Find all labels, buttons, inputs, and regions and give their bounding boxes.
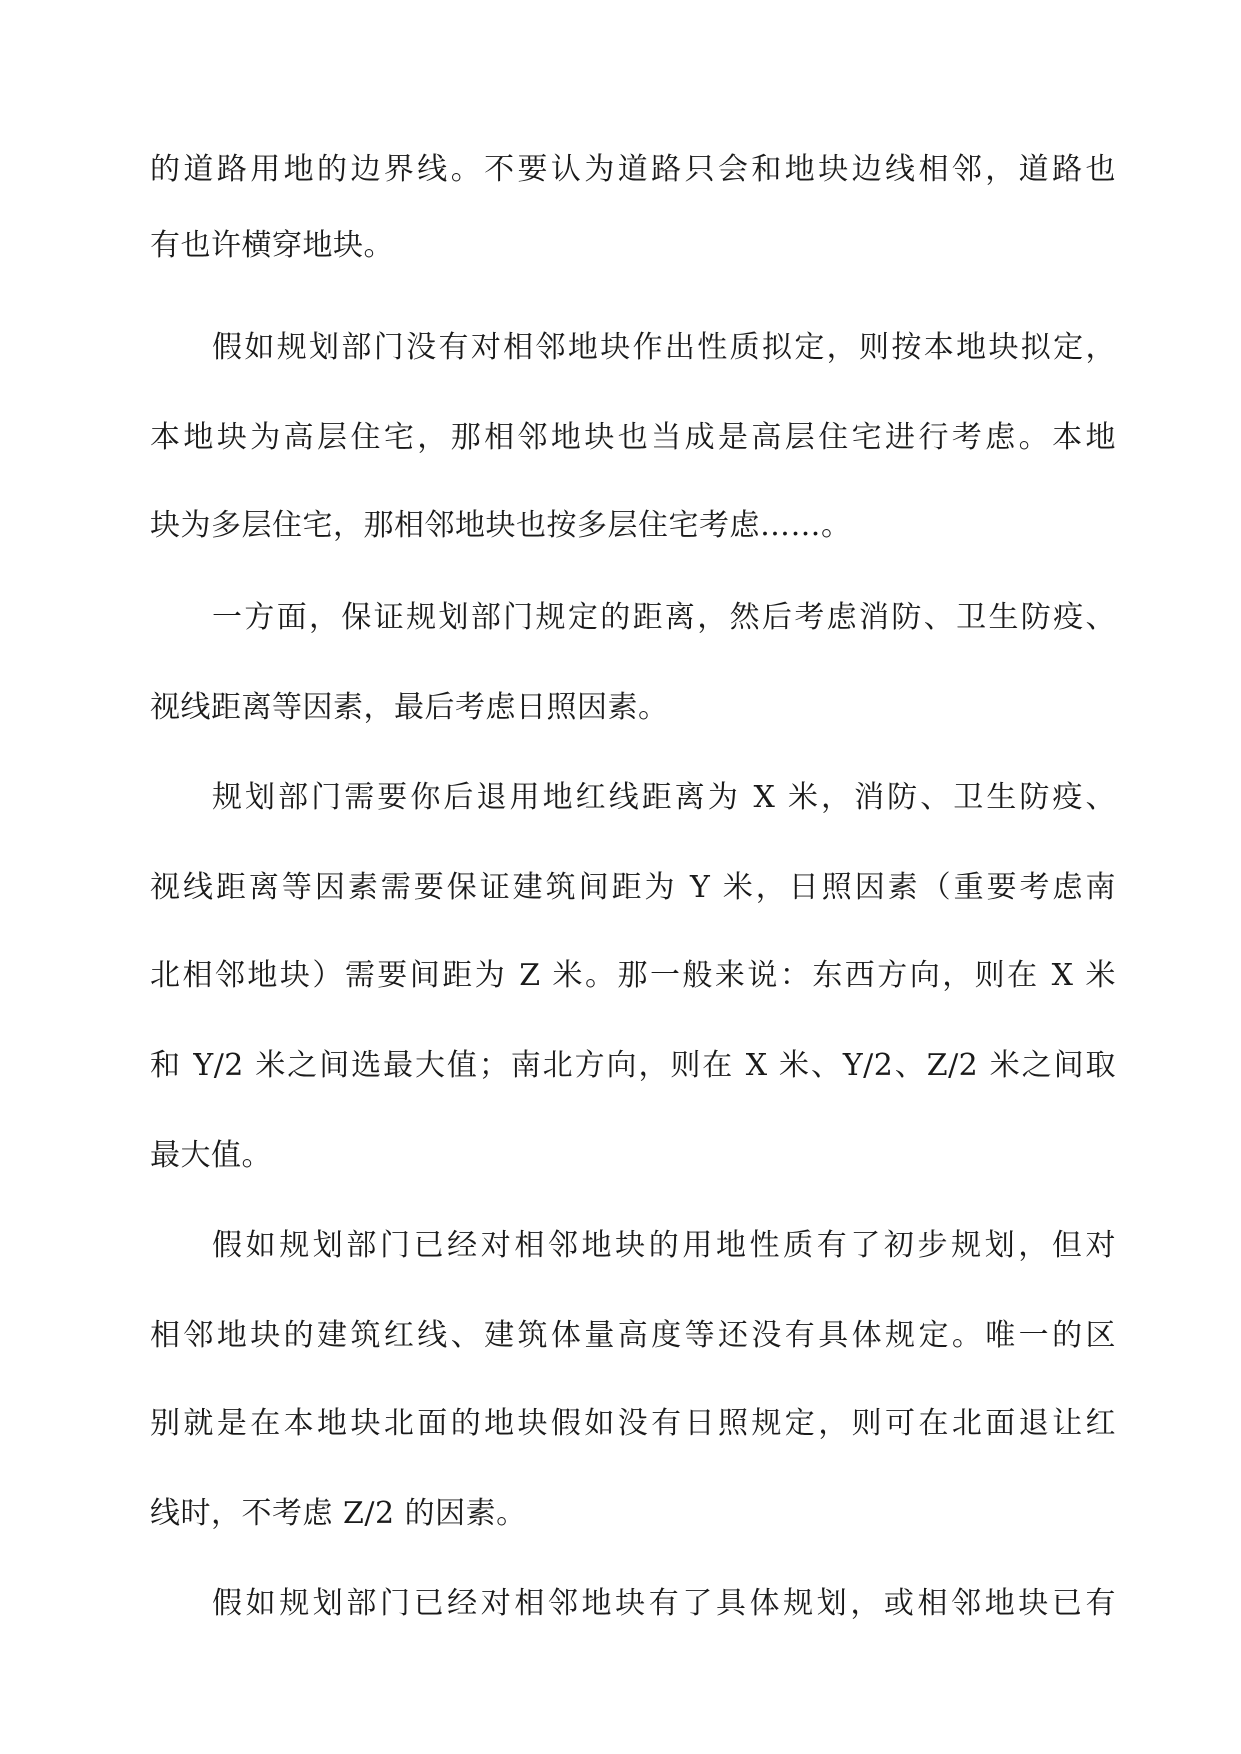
text-line: 一方面，保证规划部门规定的距离，然后考虑消防、卫生防疫、: [212, 600, 1116, 635]
text-line: 假如规划部门已经对相邻地块的用地性质有了初步规划，但对: [212, 1228, 1116, 1263]
text-line: 线时，不考虑 Z/2 的因素。: [150, 1496, 527, 1531]
text-line: 规划部门需要你后退用地红线距离为 X 米，消防、卫生防疫、: [212, 780, 1116, 815]
text-line: 相邻地块的建筑红线、建筑体量高度等还没有具体规定。唯一的区: [150, 1318, 1116, 1353]
text-line: 和 Y/2 米之间选最大值；南北方向，则在 X 米、Y/2、Z/2 米之间取: [150, 1048, 1116, 1083]
text-line: 有也许横穿地块。: [150, 228, 394, 263]
text-line: 本地块为高层住宅，那相邻地块也当成是高层住宅进行考虑。本地: [150, 420, 1116, 455]
text-line: 的道路用地的边界线。不要认为道路只会和地块边线相邻，道路也: [150, 152, 1116, 187]
text-line: 视线距离等因素需要保证建筑间距为 Y 米，日照因素（重要考虑南: [150, 870, 1116, 905]
text-line: 假如规划部门没有对相邻地块作出性质拟定，则按本地块拟定，: [212, 330, 1116, 365]
text-line: 假如规划部门已经对相邻地块有了具体规划，或相邻地块已有: [212, 1586, 1116, 1621]
text-line: 最大值。: [150, 1138, 272, 1173]
text-line: 别就是在本地块北面的地块假如没有日照规定，则可在北面退让红: [150, 1406, 1116, 1441]
text-line: 视线距离等因素，最后考虑日照因素。: [150, 690, 669, 725]
text-line: 块为多层住宅，那相邻地块也按多层住宅考虑……。: [150, 508, 852, 543]
text-line: 北相邻地块）需要间距为 Z 米。那一般来说：东西方向，则在 X 米: [150, 958, 1116, 993]
